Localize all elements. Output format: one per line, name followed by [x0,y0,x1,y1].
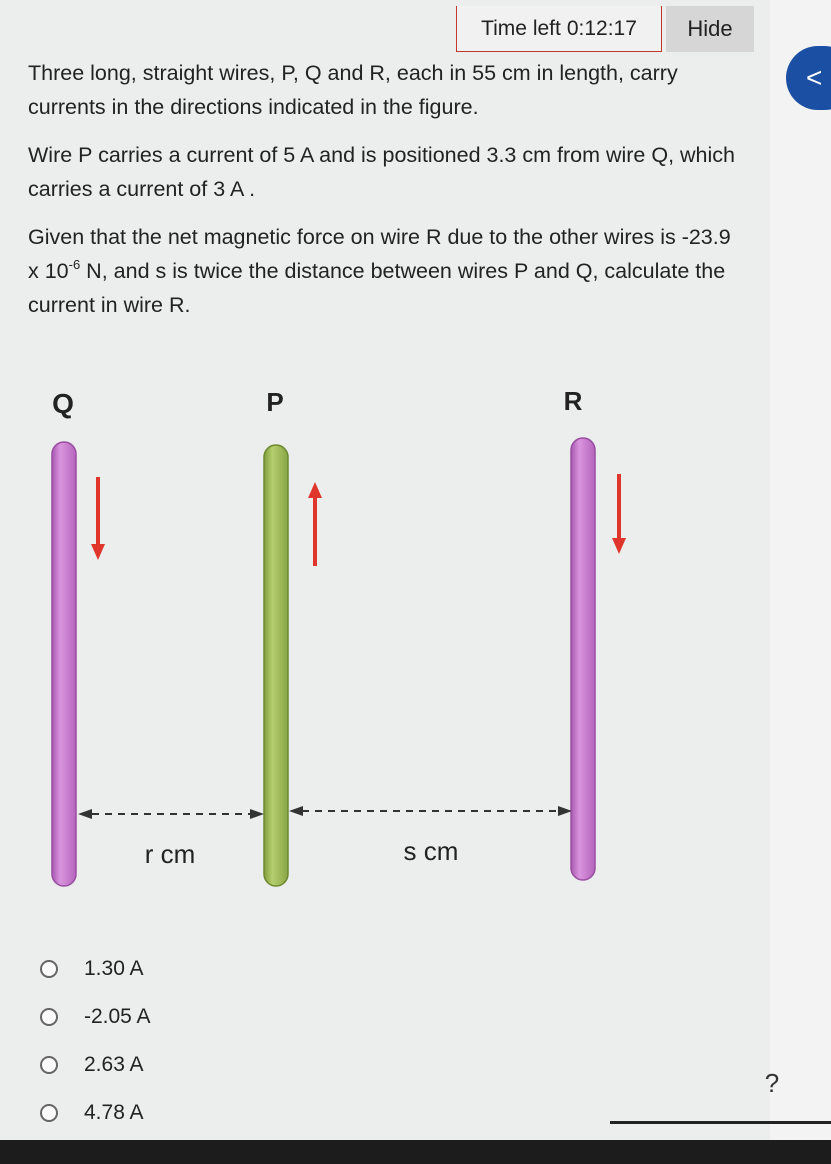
chevron-left-icon: < [806,62,823,93]
bottom-bar [0,1140,831,1164]
answer-option-label: 1.30 A [84,957,144,980]
s-distance-label: s cm [403,836,459,866]
wire-r-label: R [563,386,583,416]
radio-button[interactable] [40,1008,58,1026]
question-paragraph-2: Wire P carries a current of 5 A and is positioned 3.3 cm from wire Q, which carries a current of 3 A . [28,143,736,201]
arrow-down-r-icon [612,474,626,554]
question-mark-icon: ? [764,1067,780,1098]
arrow-up-p-icon [308,482,322,566]
answer-options [40,945,151,1137]
wire-q-label: Q [52,388,74,419]
answer-option[interactable] [40,993,151,1041]
radio-button[interactable] [40,960,58,978]
timer [456,6,662,52]
answer-option-label: 4.78 A [84,1101,144,1124]
wire-q [52,442,76,886]
wire-p [264,445,288,886]
hide-timer-button[interactable]: Hide [666,6,754,52]
r-distance-label: r cm [144,839,196,869]
arrow-down-q-icon [91,477,105,560]
r-distance-marker [78,809,264,819]
question-paragraph-3-end: N, and s is twice the distance between wires P and Q, calculate the current in wire R. [28,259,726,317]
question-paragraph-1: Three long, straight wires, P, Q and R, each in 55 cm in length, carry currents in the directions indicated in the figure. [28,61,678,119]
answer-option[interactable] [40,1089,151,1137]
answer-option-label: -2.05 A [84,1005,151,1028]
timer-label: Time left [481,16,561,40]
radio-button[interactable] [40,1056,58,1074]
exponent: -6 [68,257,81,272]
radio-button[interactable] [40,1104,58,1122]
answer-option[interactable] [40,945,151,993]
answer-option[interactable] [40,1041,151,1089]
timer-value: 0:12:17 [566,16,637,40]
s-distance-marker [289,806,572,816]
question-text [28,56,738,336]
side-panel [770,0,831,1140]
wire-r [571,438,595,880]
question-paragraph-3-start: Given that the net magnetic force on wire R due to the other wires is -23.9 x 10 [28,225,731,283]
wires-figure [0,370,770,900]
help-button[interactable] [752,1063,792,1103]
wire-p-label: P [266,387,284,417]
question-paragraph-3 [28,220,738,322]
answer-option-label: 2.63 A [84,1053,144,1076]
divider [610,1121,831,1124]
